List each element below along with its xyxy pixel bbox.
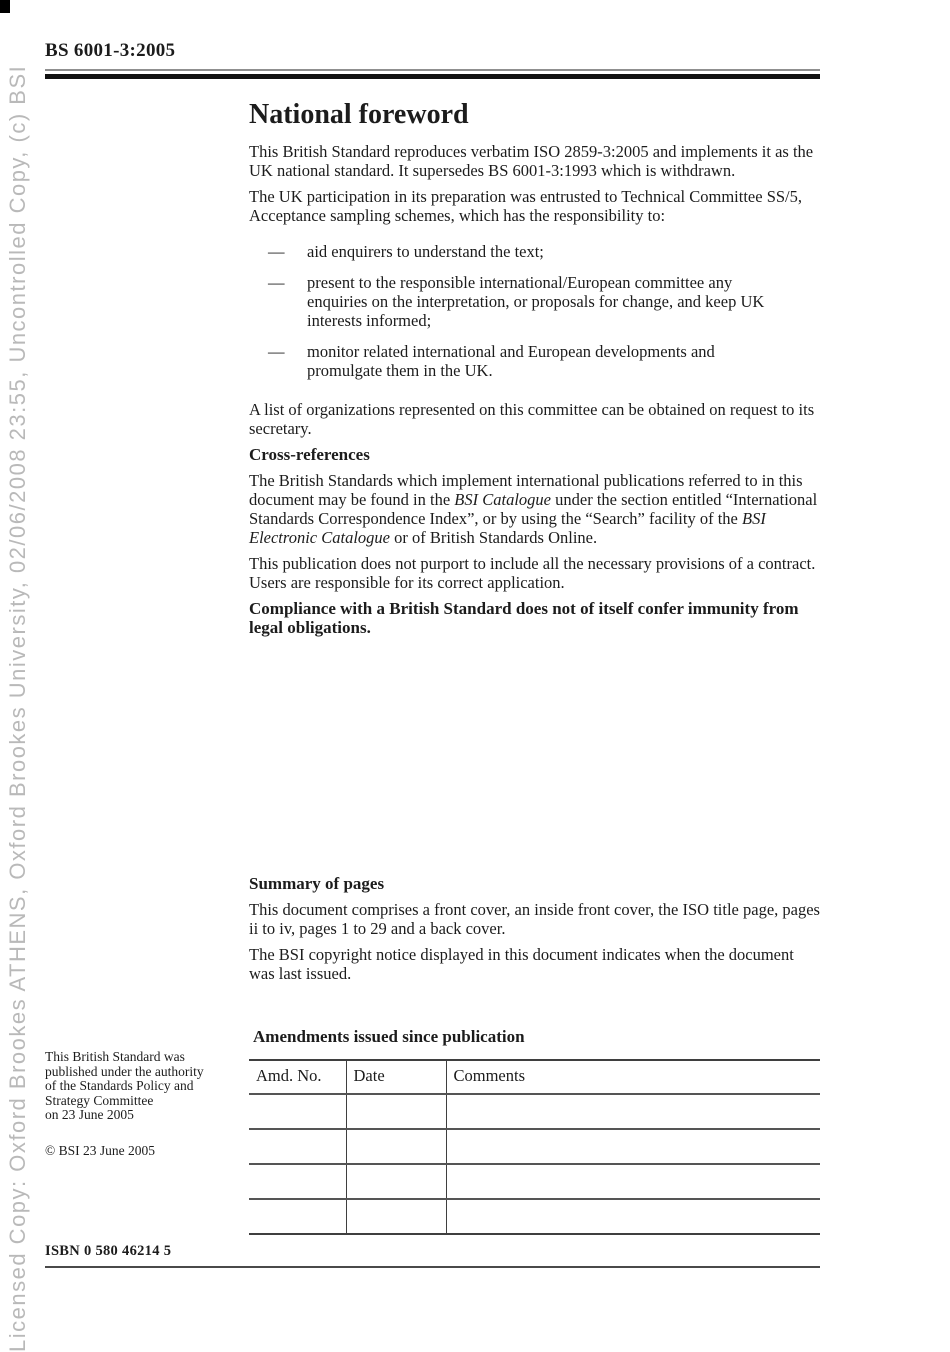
list-item-text: aid enquirers to understand the text; [307,242,544,261]
dash-marker: — [268,342,285,361]
paragraph-intro-1: This British Standard reproduces verbatim ISO 2859-3:2005 and implements it as the UK national standard. It supersedes BS 6001-3:1993 which is withdrawn. [249,142,814,180]
paragraph-contract: This publication does not purport to include all the necessary provisions of a contract. Users are responsible for its correct application. [249,554,816,592]
license-watermark-text: Licensed Copy: Oxford Brookes ATHENS, Oxford Brookes University, 02/06/2008 23:55, Uncontrolled Copy, (c) BSI [5,64,30,1352]
publisher-note [45,1050,245,1123]
cell-amd-no [249,1199,346,1234]
table-row [249,1129,820,1164]
paragraph-compliance: Compliance with a British Standard does not of itself confer immunity from legal obligations. [249,599,799,637]
dash-marker: — [268,242,285,261]
publisher-note-line: Strategy Committee [45,1092,154,1108]
list-item [249,242,774,261]
list-item [249,342,774,380]
column-header-comments: Comments [446,1060,820,1094]
copyright-notice: © BSI 23 June 2005 [45,1143,156,1158]
paragraph-cross-references: The British Standards which implement international publications referred to in this document may be found in the BSI Catalogue under the section entitled “International Standards Correspondence Index”, or by using the “Search” facility of the BSI Electronic Catalogue or of British Standards Online. [249,471,818,547]
cell-date [346,1094,446,1129]
publisher-note-line: on 23 June 2005 [45,1107,134,1123]
paragraph-summary-1: This document comprises a front cover, an inside front cover, the ISO title page, pages ii to iv, pages 1 to 29 and a back cover. [249,900,820,938]
cell-date [346,1129,446,1164]
publisher-note-line: of the Standards Policy and [45,1078,194,1094]
page-title: National foreword [249,99,469,130]
publisher-note-line: published under the authority [45,1063,204,1079]
cell-amd-no [249,1129,346,1164]
cell-date [346,1199,446,1234]
paragraph-intro-2: The UK participation in its preparation was entrusted to Technical Committee SS/5, Acceptance sampling schemes, which has the responsibility to: [249,187,802,225]
table-row [249,1164,820,1199]
amendments-heading: Amendments issued since publication [253,1027,525,1046]
column-header-date: Date [346,1060,446,1094]
foreword-content [249,0,820,1235]
table-row [249,1094,820,1129]
table-row [249,1199,820,1234]
list-item-text: present to the responsible international/European committee any enquiries on the interpretation, or proposals for change, and keep UK interests informed; [307,273,765,330]
dash-marker: — [268,273,285,292]
registration-mark [0,0,10,13]
isbn: ISBN 0 580 46214 5 [45,1243,172,1259]
cell-date [346,1164,446,1199]
cell-amd-no [249,1094,346,1129]
cross-references-heading: Cross-references [249,445,370,464]
list-item-text: monitor related international and European developments and promulgate them in the UK. [307,342,715,380]
paragraph-committee-list: A list of organizations represented on this committee can be obtained on request to its secretary. [249,400,815,438]
paragraph-summary-2: The BSI copyright notice displayed in this document indicates when the document was last issued. [249,945,794,983]
summary-of-pages-heading: Summary of pages [249,874,385,893]
list-item [249,273,774,330]
cell-comments [446,1094,820,1129]
publisher-note-line: This British Standard was [45,1049,185,1064]
column-header-amd-no: Amd. No. [249,1060,346,1094]
amendments-table [249,1059,820,1235]
responsibility-list [249,242,820,380]
cell-amd-no [249,1164,346,1199]
footer-rule [45,1266,820,1268]
cell-comments [446,1129,820,1164]
cell-comments [446,1199,820,1234]
cell-comments [446,1164,820,1199]
standard-number: BS 6001-3:2005 [45,40,176,61]
table-header-row [249,1060,820,1094]
